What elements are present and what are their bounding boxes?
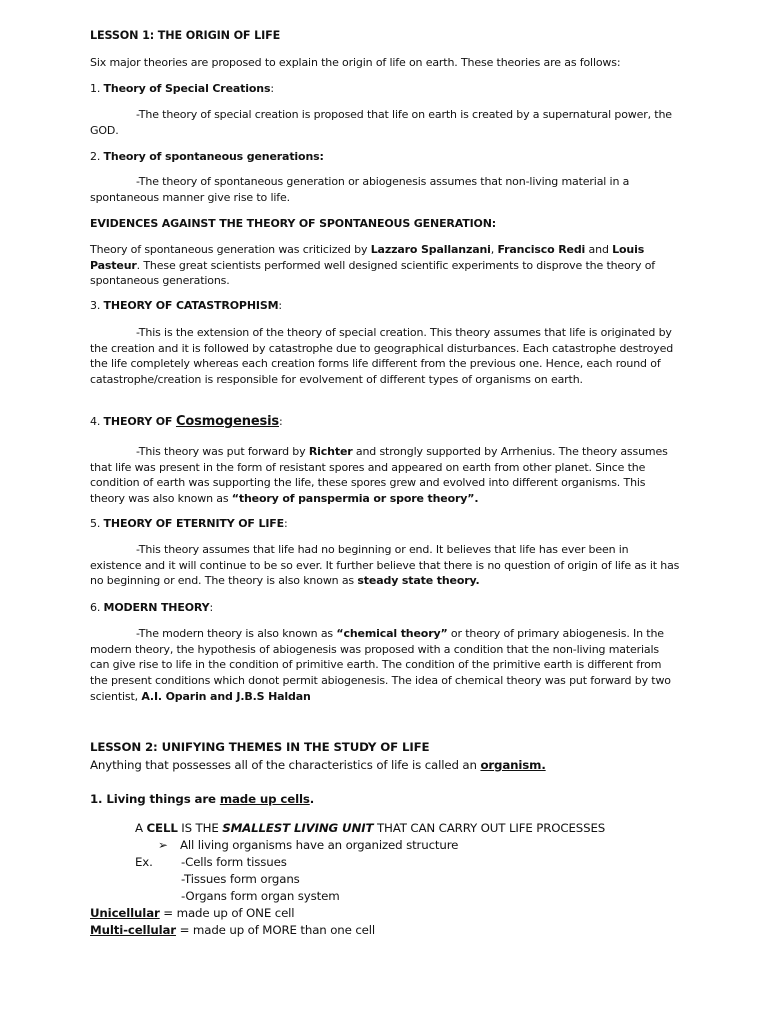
theory2-heading (90, 149, 680, 165)
theory4-number: 4. (90, 415, 104, 428)
theory3-name: THEORY OF CATASTROPHISM (103, 299, 279, 312)
theory4-name-main: Cosmogenesis (175, 414, 279, 429)
example-item: -Tissues form organs (181, 871, 300, 886)
smallest-living-unit-term: SMALLEST LIVING UNIT (222, 820, 374, 835)
scientist-redi: Francisco Redi (497, 243, 586, 256)
evidence-text-1: Theory of spontaneous generation was criticized by (90, 243, 371, 256)
theory4-text-1: -This theory was put forward by (136, 445, 309, 458)
theory5-number: 5. (90, 517, 104, 530)
theory3-heading (90, 298, 680, 314)
theory2-body: -The theory of spontaneous generation or abiogenesis assumes that non-living material in a spontaneous manner give rise to life. (90, 175, 630, 204)
made-up-cells-term: made up cells (219, 792, 310, 806)
theory2-name: Theory of spontaneous generations: (103, 150, 324, 163)
theory6-text-2: or theory of primary abiogenesis. In the modern theory, the hypothesis of abiogenesis was proposed with a condition that the non-living materials can give rise to life in the condition of primitive earth. The condition of the primitive earth is different from the present conditions which donot permit abiogenesis. The idea of chemical theory was put forward by two scientist, (90, 627, 671, 703)
oparin-haldan-names: A.I. Oparin and J.B.S Haldan (141, 689, 311, 703)
lesson1-title: LESSON 1: THE ORIGIN OF LIFE (90, 29, 281, 42)
item1-heading (90, 791, 680, 808)
evidence-body (90, 242, 680, 289)
example-item: -Cells form tissues (181, 854, 287, 869)
theory1-name: Theory of Special Creations (103, 82, 271, 95)
cell-term: CELL (146, 820, 178, 835)
lesson2-title: LESSON 2: UNIFYING THEMES IN THE STUDY OF LIFE (90, 740, 430, 754)
bullet-text: All living organisms have an organized structure (180, 837, 459, 852)
cell-definition (135, 820, 605, 837)
evidence-sep-1: , (490, 243, 498, 256)
theory5-text-1: -This theory assumes that life had no beginning or end. It believes that life has ever been in existence and it will continue to be so ever. It further believe that there is no question of origin of life as it has no beginning or end. The theory is also known as (90, 543, 680, 588)
evidence-heading: EVIDENCES AGAINST THE THEORY OF SPONTANEOUS GENERATION: (90, 217, 497, 230)
theory3-colon: : (278, 299, 282, 312)
item1-text: 1. Living things are (90, 792, 220, 806)
example-item: -Organs form organ system (181, 888, 340, 903)
scientist-spallanzani: Lazzaro Spallanzani (370, 243, 491, 256)
theory1-body: -The theory of special creation is proposed that life on earth is created by a supernatural power, the GOD. (90, 108, 672, 137)
unicellular-definition (90, 905, 294, 922)
theory6-text-1: -The modern theory is also known as (136, 627, 337, 640)
item1-period: . (309, 792, 315, 806)
cell-def-a: A (135, 820, 147, 835)
theory3-body: -This is the extension of the theory of special creation. This theory assumes that life is originated by the creation and it is followed by catastrophe due to geographical disturbances. Each catastrophe destroyed the life completely whereas each creation forms life different from the previous one. Hence, each round of catastrophe/creation is responsible for evolvement of different types of organisms on earth. (90, 326, 674, 387)
chemical-theory-term: “chemical theory” (336, 627, 448, 640)
theory5-heading (90, 516, 680, 532)
theory6-heading (90, 600, 680, 616)
theory6-number: 6. (90, 601, 104, 614)
theory1-colon: : (270, 82, 274, 95)
unicellular-def: = made up of ONE cell (159, 905, 295, 920)
theory1-number: 1. (90, 82, 104, 95)
cell-def-rest: THAT CAN CARRY OUT LIFE PROCESSES (373, 820, 606, 835)
theory6-colon: : (209, 601, 214, 614)
lesson1-intro: Six major theories are proposed to explain the origin of life on earth. These theories are as follows: (90, 56, 621, 69)
bullet-organized-structure (158, 837, 458, 854)
theory6-name: MODERN THEORY (103, 601, 210, 614)
unicellular-term: Unicellular (90, 905, 160, 920)
theory5-colon: : (284, 517, 288, 530)
theory5-body (90, 542, 680, 589)
evidence-text-2: . These great scientists performed well designed scientific experiments to disprove the theory of spontaneous generations. (90, 258, 656, 288)
theory4-colon: : (279, 415, 283, 428)
multicellular-def: = made up of MORE than one cell (175, 922, 376, 937)
theory1-heading (90, 81, 680, 97)
theory4-name-prefix: THEORY OF (103, 415, 176, 428)
organism-term: organism. (480, 758, 546, 772)
theory6-body (90, 626, 680, 705)
theory3-number: 3. (90, 299, 104, 312)
multicellular-definition (90, 922, 375, 939)
theory4-text-2: and strongly supported by Arrhenius. The theory assumes that life was present in the form of resistant spores and appeared on earth from other planet. Since the condition of earth was supporting the life, these spores grew and evolved into different organisms. This theory was also known as (90, 445, 668, 506)
theory2-number: 2. (90, 150, 104, 163)
cell-def-is: IS THE (177, 820, 223, 835)
examples-label: Ex. (135, 854, 153, 869)
panspermia-term: “theory of panspermia or spore theory”. (231, 492, 479, 506)
multicellular-term: Multi-cellular (90, 922, 176, 937)
theory4-body (90, 444, 680, 507)
organism-definition-text: Anything that possesses all of the characteristics of life is called an (90, 758, 481, 772)
arrow-bullet-icon: ➢ (158, 837, 168, 852)
scientist-richter: Richter (308, 445, 353, 458)
steady-state-term: steady state theory. (357, 574, 480, 588)
theory5-name: THEORY OF ETERNITY OF LIFE (103, 517, 285, 530)
scientist-pasteur: Louis Pasteur (90, 243, 645, 272)
organism-definition (90, 757, 680, 774)
evidence-sep-2: and (585, 243, 613, 256)
theory4-heading (90, 414, 680, 430)
